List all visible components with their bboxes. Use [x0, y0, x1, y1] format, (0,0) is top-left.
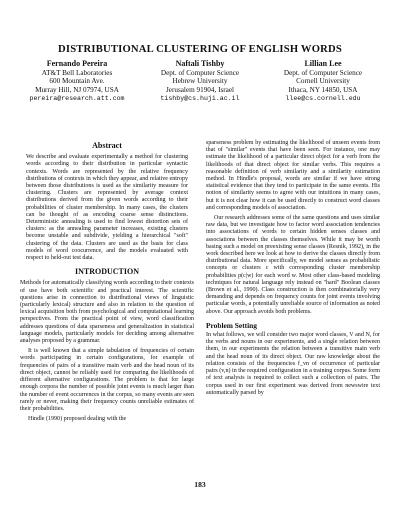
- paper-title: DISTRIBUTIONAL CLUSTERING OF ENGLISH WORDS: [58, 44, 342, 55]
- problem-setting-heading: Problem Setting: [206, 320, 257, 330]
- affiliation-line: Jerusalem 91904, Israel: [165, 86, 235, 95]
- author-lee: [264, 60, 382, 104]
- author-block: [18, 60, 382, 104]
- body-paragraph: sparseness problem by estimating the likelihood of unseen events from that of "similar" events that have been seen. For instance, one may estimate the likelihood of a particular direct object for a verb from the likelihoods of that direct object for similar verbs. This requires a reasonable definition of verb similarity and a similarity estimation method. In Hindle's proposal, words are similar if we have strong statistical evidence that they tend to participate in the same events. His notion of similarity seems to agree with our intuitions in many cases, but it is not clear how it can be used directly to construct word classes and corresponding models of association.: [206, 140, 380, 211]
- page-number: 183: [194, 480, 206, 489]
- author-tishby: [141, 60, 259, 104]
- affiliation-line: 600 Mountain Ave.: [49, 77, 105, 86]
- author-pereira: [18, 60, 136, 104]
- author-name: Lillian Lee: [304, 59, 342, 68]
- affiliation-line: Murray Hill, NJ 07974, USA: [35, 86, 119, 95]
- affiliation-line: AT&T Bell Laboratories: [41, 68, 113, 77]
- abstract-text: We describe and evaluate experimentally a method for clustering words according to their distribution in particular syntactic contexts. Words are represented by the relative frequency distributions of contexts in which they appear, and relative entropy between those distributions is used as the similarity measure for clustering. Clusters are represented by average context distributions derived from the given words according to their probabilities of cluster membership. In many cases, the clusters can be thought of as encoding coarse sense distinctions. Deterministic annealing is used to find lowest distortion sets of clusters: as the annealing parameter increases, existing clusters become unstable and subdivide, yielding a hierarchical "soft" clustering of the data. Clusters are used as the basis for class models of word coocurrence, and the models evaluated with respect to held-out test data.: [26, 154, 188, 262]
- introduction-heading: INTRODUCTION: [74, 267, 139, 277]
- author-name: Naftali Tishby: [175, 59, 225, 68]
- author-email: llee@cs.cornell.edu: [285, 94, 361, 102]
- author-email: tishby@cs.huji.ac.il: [160, 94, 240, 102]
- affiliation-line: Ithaca, NY 14850, USA: [288, 86, 358, 95]
- abstract-heading: Abstract: [92, 141, 122, 150]
- affiliation-line: Dept. of Computer Science: [283, 68, 363, 77]
- right-column: [206, 140, 380, 400]
- body-paragraph: Our research addresses some of the same questions and uses similar raw data, but we investigate how to factor word association tendencies into associations of words to certain hidden senses classes and associations between the classes themselves. While it may be worth basing such a model on preexisting sense classes (Resnik, 1992), in the work described here we look at how to derive the classes directly from distributional data. More specifically, we model senses as probabilistic concepts or clusters c with corresponding cluster membership probabilities p(c|w) for each word w. Most other class-based modeling techniques for natural language rely instead on "hard" Boolean classes (Brown et al., 1990). Class construction is then combinatorially very demanding and depends on frequency counts for joint events involving particular words, a potentially unreliable source of information as noted above. Our approach avoids both problems.: [206, 215, 380, 315]
- author-email: pereira@research.att.com: [29, 94, 125, 102]
- affiliation-line: Hebrew University: [172, 77, 228, 86]
- affiliation-line: Cornell University: [296, 77, 350, 86]
- author-name: Fernando Pereira: [46, 59, 108, 68]
- body-paragraph: In what follows, we will consider two major word classes, V and N, for the verbs and nouns in our experiments, and a single relation between them, in our experiments the relation between a transitive main verb and the head noun of its direct object. Our raw knowledge about the relation consists of the frequencies f_vn of occurrence of particular pairs (v,n) in the required configuration in a training corpus. Some form of text analysis is required to collect such a collection of pairs. The corpus used in our first experiment was derived from newswire text automatically parsed by: [206, 332, 380, 396]
- left-column: [20, 142, 194, 426]
- intro-paragraph: Methods for automatically classifying words according to their contexts of use have both scientific and practical interest. The scientific questions arise in connection to distributional views of linguistic (particularly lexical) structure and also in relation to the question of lexical acquisition both from psychological and computational learning perspectives. From the practical point of view, word classification addresses questions of data sparseness and generalization in statistical language models, particularly models for deciding among alternative analyses proposed by a grammar.: [20, 280, 194, 345]
- affiliation-line: Dept. of Computer Science: [160, 68, 240, 77]
- intro-paragraph: Hindle (1990) proposed dealing with the: [28, 416, 127, 423]
- intro-paragraph: It is well known that a simple tabulation of frequencies of certain words participating in certain configurations, for example of frequencies of pairs of a transitive main verb and the head noun of its direct object, cannot be reliably used for comparing the likelihoods of different alternative configurations. The problem is that for large enough corpora the number of possible joint events is much larger than the number of event occurrences in the corpus, so many events are seen rarely or never, making their frequency counts unreliable estimates of their probabilities.: [20, 348, 194, 412]
